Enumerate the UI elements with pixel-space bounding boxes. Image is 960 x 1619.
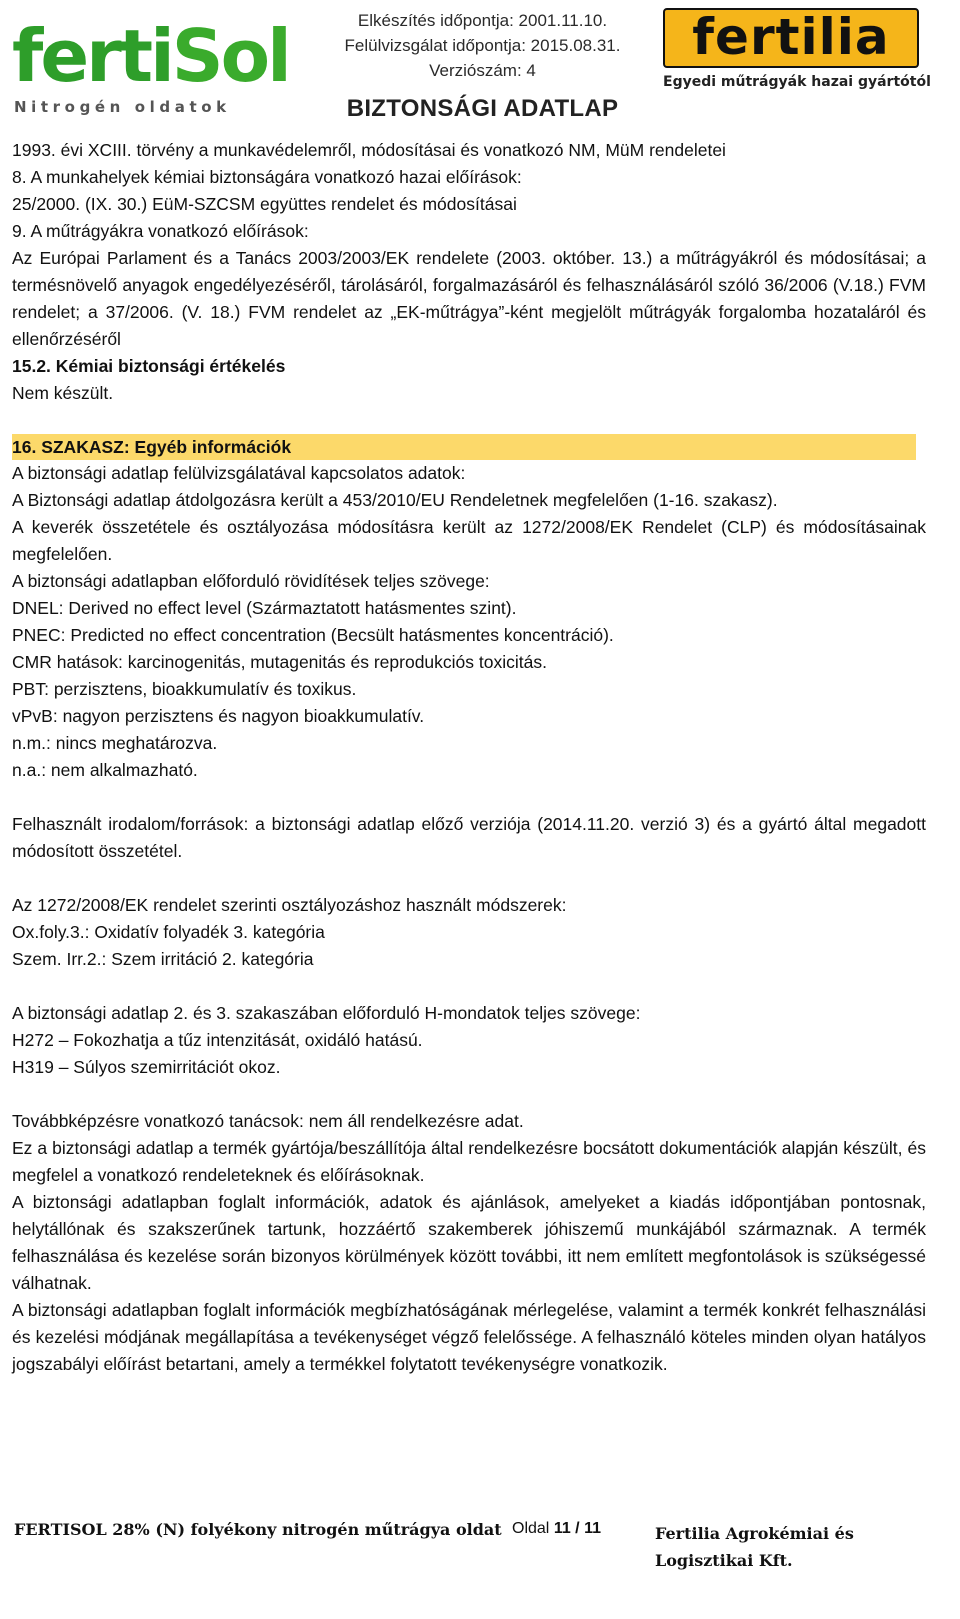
abbreviation-line: PBT: perzisztens, bioakkumulatív és toxikus. [12,679,357,699]
abbreviation-line: PNEC: Predicted no effect concentration (Becsült hatásmentes koncentráció). [12,625,614,645]
revised-date: Felülvizsgálat időpontja: 2015.08.31. [344,36,621,55]
body-line: 1993. évi XCIII. törvény a munkavédelemről, módosításai és vonatkozó NM, MüM rendeletei [12,140,726,160]
body-line: 8. A munkahelyek kémiai biztonságára vonatkozó hazai előírások: [12,167,522,187]
hazard-statement: H319 – Súlyos szemirritációt okoz. [12,1057,281,1077]
footer-page-value: 11 / 11 [553,1520,601,1537]
body-paragraph: A biztonsági adatlapban foglalt információk megbízhatóságának mérlegelése, valamint a termék konkrét felhasználási és kezelési módjának megállapítása a tevékenységet végző felelőssége. A felhasználó köteles minden olyan hatályos jogszabályi előírást betartani, amely a termékkel folytatott tevékenységre vonatkozik. [12,1300,926,1374]
created-date: Elkészítés időpontja: 2001.11.10. [357,11,608,30]
subsection-heading: 15.2. Kémiai biztonsági értékelés [12,356,286,376]
body-paragraph: Ez a biztonsági adatlap a termék gyártója/beszállítója által rendelkezésre bocsátott dokumentációk alapján készült, és megfelel a vonatkozó rendeleteknek és előírásoknak. [12,1138,926,1185]
logo-brand-b: Sol [171,14,289,98]
hazard-statement: H272 – Fokozhatja a tűz intenzitását, oxidáló hatású. [12,1030,423,1050]
footer-company-line2: Logisztikai Kft. [655,1551,793,1570]
body-paragraph: A biztonsági adatlapban foglalt információk, adatok és ajánlások, amelyeket a kiadás időpontjában pontosnak, helytállónak és szakszerűnek tartunk, hozzáértő szakemberek jóhiszemű munkájából származnak. A termék felhasználása és kezelése során bizonyos körülmények között további, itt nem említett megfontolások is szükségessé válhatnak. [12,1192,926,1293]
document-title: BIZTONSÁGI ADATLAP [346,95,619,122]
fertilia-logo-tagline: Egyedi műtrágyák hazai gyártótól [663,74,931,90]
classification-line: Szem. Irr.2.: Szem irritáció 2. kategória [12,949,314,969]
logo-brand-a: ferti [12,14,172,98]
section-16-heading: 16. SZAKASZ: Egyéb információk [12,434,916,460]
body-line: A Biztonsági adatlap átdolgozásra került a 453/2010/EU Rendeletnek megfelelően (1-16. szakasz). [12,490,778,510]
fertilia-logo-brand: fertilia [663,8,919,68]
document-body [12,137,926,1378]
body-paragraph: Az Európai Parlament és a Tanács 2003/2003/EK rendelete (2003. október. 13.) a műtrágyákról és módosításai; a termésnövelő anyagok engedélyezéséről, tárolásáról, forgalmazásáról és felhasználásáról szóló 36/2006 (V.18.) FVM rendelet; a 37/2006. (V. 18.) FVM rendelet az „EK-műtrágya”-ként megjelölt műtrágyák forgalomba hozataláról és ellenőrzéséről [12,248,926,349]
body-line: A biztonsági adatlapban előforduló rövidítések teljes szövege: [12,571,490,591]
body-line: A biztonsági adatlap 2. és 3. szakaszában előforduló H-mondatok teljes szövege: [12,1003,641,1023]
footer-company [655,1520,905,1574]
fertisol-logo [12,14,289,118]
footer-product-name: FERTISOL 28% (N) folyékony nitrogén műtrágya oldat [14,1520,502,1539]
body-line: A biztonsági adatlap felülvizsgálatával kapcsolatos adatok: [12,463,466,483]
version-number: Verziószám: 4 [429,61,536,80]
logo-subtitle: Nitrogén oldatok [14,98,231,116]
body-line: 25/2000. (IX. 30.) EüM-SZCSM együttes rendelet és módosításai [12,194,517,214]
body-line: Az 1272/2008/EK rendelet szerinti osztályozáshoz használt módszerek: [12,895,567,915]
page-header [0,0,960,130]
abbreviation-line: CMR hatások: karcinogenitás, mutagenitás és reprodukciós toxicitás. [12,652,547,672]
body-line: Továbbképzésre vonatkozó tanácsok: nem áll rendelkezésre adat. [12,1111,524,1131]
sources-paragraph: Felhasznált irodalom/források: a biztonsági adatlap előző verziója (2014.11.20. verzió 3) és a gyártó által megadott módosított összetétel. [12,814,926,861]
abbreviation-line: n.m.: nincs meghatározva. [12,733,218,753]
page-footer [0,1518,960,1608]
body-line: Nem készült. [12,383,114,403]
abbreviation-line: DNEL: Derived no effect level (Származtatott hatásmentes szint). [12,598,517,618]
classification-line: Ox.foly.3.: Oxidatív folyadék 3. kategória [12,922,325,942]
footer-company-line1: Fertilia Agrokémiai és [655,1524,854,1543]
footer-page-label: Oldal [512,1520,550,1537]
body-line: 9. A műtrágyákra vonatkozó előírások: [12,221,309,241]
abbreviation-line: n.a.: nem alkalmazható. [12,760,198,780]
fertilia-logo [663,8,931,98]
footer-page-number [512,1520,601,1538]
body-paragraph: A keverék összetétele és osztályozása módosításra került az 1272/2008/EK Rendelet (CLP) és módosításainak megfelelően. [12,517,926,564]
abbreviation-line: vPvB: nagyon perzisztens és nagyon bioakkumulatív. [12,706,425,726]
document-meta [300,8,665,123]
